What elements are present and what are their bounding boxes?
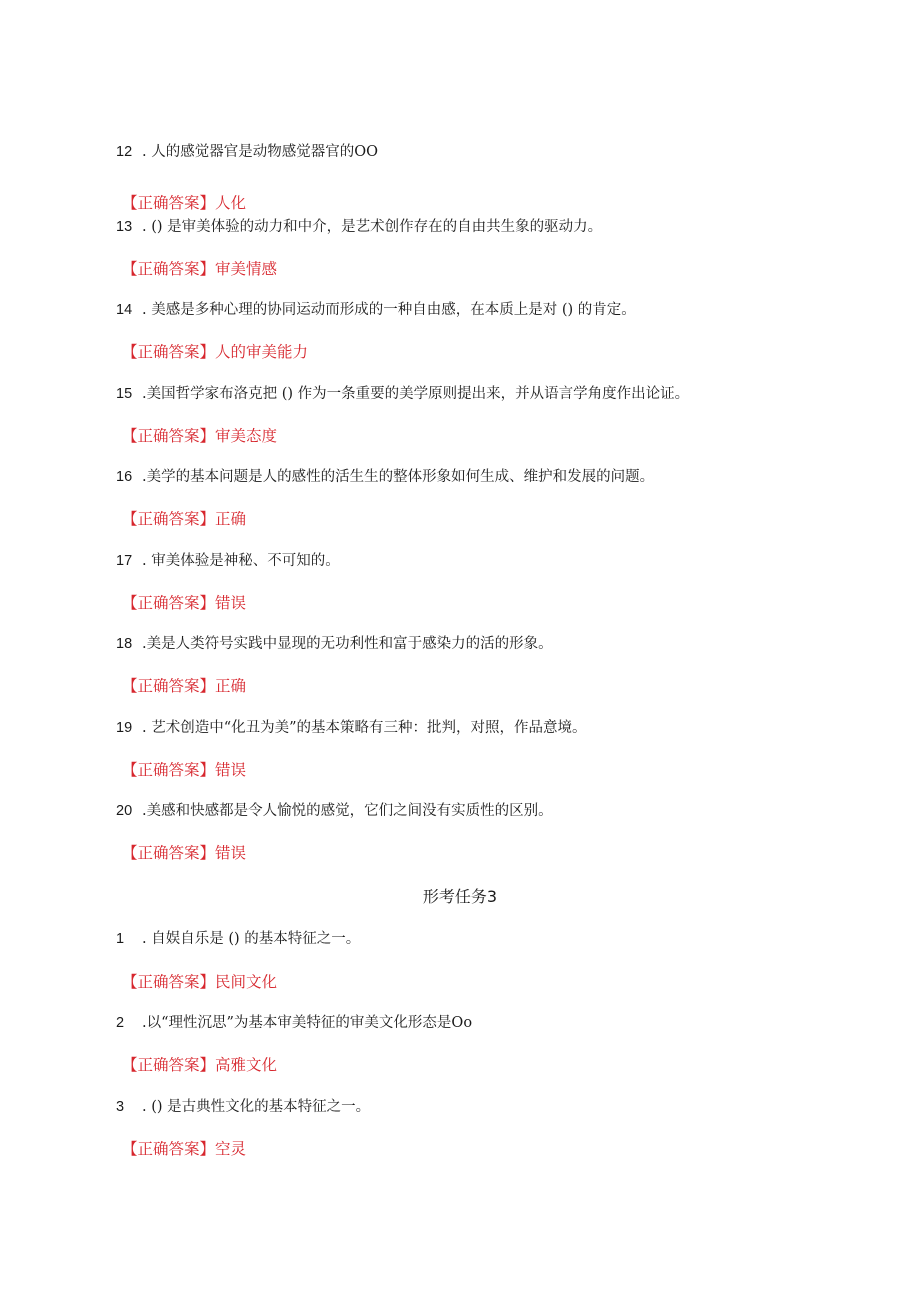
- answer-label: 【正确答案】: [122, 1140, 216, 1158]
- question-number: 13: [116, 219, 133, 235]
- question-text: .以“理性沉思”为基本审美特征的审美文化形态是Oo: [142, 1015, 473, 1031]
- answer-label: 【正确答案】: [122, 677, 216, 695]
- answer-18: [122, 676, 246, 696]
- answer-label: 【正确答案】: [122, 594, 216, 612]
- answer-label: 【正确答案】: [122, 973, 216, 991]
- question-number: 20: [116, 803, 133, 819]
- question-13: [116, 217, 602, 237]
- answer-value: 正确: [215, 677, 247, 695]
- question-text: .美是人类符号实践中显现的无功利性和富于感染力的活的形象。: [142, 636, 553, 652]
- answer-15: [122, 426, 277, 446]
- question-text: . 审美体验是神秘、不可知的。: [142, 553, 340, 569]
- question-20: [116, 801, 553, 821]
- question-text: . () 是审美体验的动力和中介，是艺术创作存在的自由共生象的驱动力。: [142, 219, 603, 235]
- question-text: . 人的感觉器官是动物感觉器官的OO: [142, 144, 378, 160]
- answer-label: 【正确答案】: [122, 260, 216, 278]
- answer-13: [122, 259, 277, 279]
- question-text: .美学的基本问题是人的感性的活生生的整体形象如何生成、维护和发展的问题。: [142, 469, 655, 485]
- question-number: 16: [116, 469, 133, 485]
- question-19: [116, 718, 587, 738]
- question-text: . 艺术创造中“化丑为美”的基本策略有三种：批判，对照，作品意境。: [142, 720, 587, 736]
- question-text: . 自娱自乐是 () 的基本特征之一。: [142, 931, 361, 947]
- answer-19: [122, 760, 246, 780]
- question-number: 12: [116, 144, 133, 160]
- question-18: [116, 634, 553, 654]
- answer-s3-2: [122, 1055, 277, 1075]
- answer-value: 错误: [215, 594, 247, 612]
- answer-20: [122, 843, 246, 863]
- answer-value: 民间文化: [215, 973, 278, 991]
- question-s3-1: [116, 929, 360, 949]
- answer-value: 审美态度: [215, 427, 278, 445]
- answer-value: 审美情感: [215, 260, 278, 278]
- question-15: [116, 384, 689, 404]
- question-s3-2: [116, 1013, 472, 1033]
- answer-value: 错误: [215, 844, 247, 862]
- answer-value: 高雅文化: [215, 1056, 278, 1074]
- answer-label: 【正确答案】: [122, 844, 216, 862]
- question-s3-3: [116, 1097, 370, 1117]
- question-14: [116, 300, 636, 320]
- answer-s3-1: [122, 972, 277, 992]
- question-text: .美感和快感都是令人愉悦的感觉，它们之间没有实质性的区别。: [142, 803, 553, 819]
- question-text: . () 是古典性文化的基本特征之一。: [142, 1099, 371, 1115]
- answer-label: 【正确答案】: [122, 510, 216, 528]
- question-text: . 美感是多种心理的协同运动而形成的一种自由感，在本质上是对 () 的肯定。: [142, 302, 636, 318]
- question-number: 15: [116, 386, 133, 402]
- answer-label: 【正确答案】: [122, 343, 216, 361]
- answer-label: 【正确答案】: [122, 761, 216, 779]
- question-number: 1: [116, 931, 125, 947]
- answer-label: 【正确答案】: [122, 427, 216, 445]
- answer-16: [122, 509, 246, 529]
- answer-value: 空灵: [215, 1140, 247, 1158]
- section-title: 形考任务3: [422, 887, 498, 906]
- question-text: .美国哲学家布洛克把 () 作为一条重要的美学原则提出来，并从语言学角度作出论证。: [142, 386, 690, 402]
- answer-17: [122, 593, 246, 613]
- question-number: 18: [116, 636, 133, 652]
- question-number: 2: [116, 1015, 125, 1031]
- answer-14: [122, 342, 308, 362]
- answer-value: 人化: [215, 194, 247, 212]
- answer-value: 正确: [215, 510, 247, 528]
- answer-value: 人的审美能力: [215, 343, 309, 361]
- question-17: [116, 551, 340, 571]
- answer-s3-3: [122, 1139, 246, 1159]
- answer-label: 【正确答案】: [122, 1056, 216, 1074]
- question-number: 17: [116, 553, 133, 569]
- question-number: 3: [116, 1099, 125, 1115]
- answer-label: 【正确答案】: [122, 194, 216, 212]
- answer-value: 错误: [215, 761, 247, 779]
- answer-12: [122, 193, 246, 213]
- question-number: 19: [116, 720, 133, 736]
- question-16: [116, 467, 654, 487]
- question-12: [116, 142, 378, 162]
- question-number: 14: [116, 302, 133, 318]
